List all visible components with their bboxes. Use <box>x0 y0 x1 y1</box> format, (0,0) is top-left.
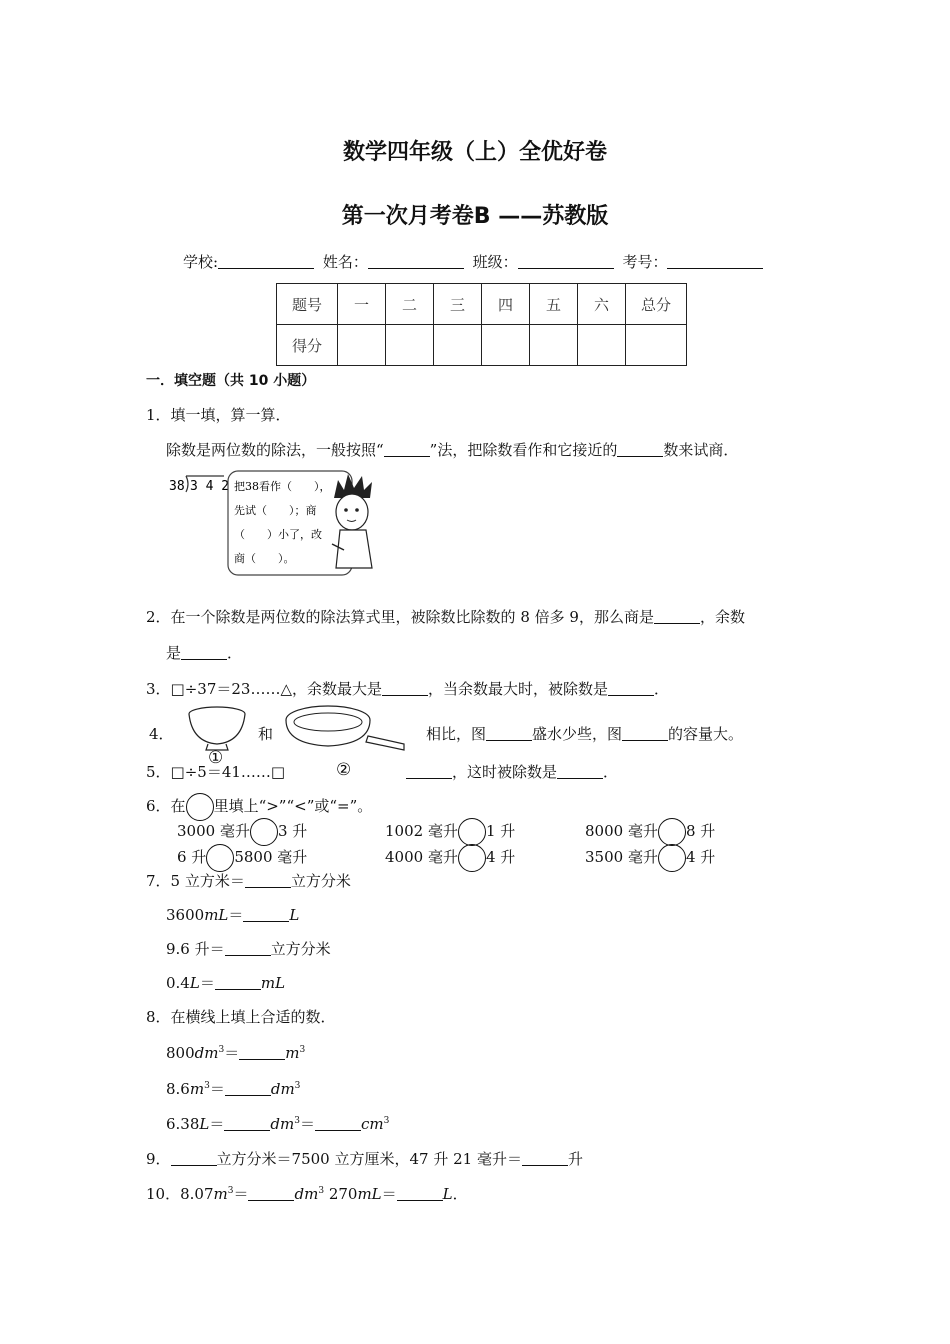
school-blank <box>218 254 314 269</box>
question-number: 7． <box>146 872 171 890</box>
score-row-label: 得分 <box>277 325 338 366</box>
question-text: 0.4 <box>166 974 190 992</box>
comparison-circle[interactable] <box>250 818 278 846</box>
question-text: ，这时被除数是 <box>452 763 558 781</box>
question-8-line-3 <box>166 1113 389 1134</box>
answer-blank[interactable] <box>522 1151 568 1166</box>
compare-right: 1 升 <box>485 822 516 840</box>
question-text: ＝ <box>299 1115 315 1133</box>
question-8-line-2 <box>166 1078 300 1099</box>
unit: L <box>199 1115 210 1133</box>
score-table <box>276 283 687 366</box>
unit: mL <box>357 1185 382 1203</box>
question-text: ＝ <box>209 1115 225 1133</box>
question-text: ． <box>452 1185 468 1203</box>
question-text: □÷5＝41……□ <box>170 763 286 781</box>
compare-right: 5800 毫升 <box>234 848 308 866</box>
pan-figure <box>284 700 409 762</box>
compare-item <box>585 846 715 867</box>
page-title: 数学四年级（上）全优好卷 <box>342 140 607 165</box>
unit: cm <box>360 1115 384 1133</box>
question-text: 相比，图 <box>426 725 487 743</box>
compare-left: 3000 毫升 <box>177 822 250 840</box>
score-header-cell: 总分 <box>626 284 687 325</box>
question-text: ＝ <box>233 1185 249 1203</box>
question-4-number: 4． <box>149 725 174 743</box>
unit: m <box>189 1080 205 1098</box>
answer-blank[interactable] <box>181 645 227 660</box>
answer-blank[interactable] <box>245 873 291 888</box>
question-text: 8.6 <box>166 1080 190 1098</box>
answer-blank[interactable] <box>215 975 261 990</box>
score-header-cell: 四 <box>482 284 530 325</box>
unit: mL <box>204 906 229 924</box>
unit: dm <box>294 1185 319 1203</box>
question-10 <box>146 1183 468 1204</box>
score-cell <box>338 325 386 366</box>
bubble-line: （ ）小了，改 <box>234 528 322 541</box>
score-cell <box>626 325 687 366</box>
exponent: 3 <box>227 1186 234 1196</box>
student-info-row <box>183 251 767 272</box>
question-number: 10． <box>146 1185 181 1203</box>
answer-blank[interactable] <box>225 941 271 956</box>
answer-blank[interactable] <box>225 1081 271 1096</box>
class-blank <box>518 254 614 269</box>
bubble-line: 先试（ ）；商 <box>234 504 317 517</box>
question-9 <box>146 1148 583 1169</box>
exponent: 3 <box>218 1045 225 1055</box>
unit: L <box>289 906 300 924</box>
score-cell <box>434 325 482 366</box>
compare-right: 8 升 <box>685 822 716 840</box>
question-7-line-3 <box>166 938 331 959</box>
question-text: ＝ <box>228 906 244 924</box>
exam-number-label: 考号： <box>622 253 668 271</box>
question-6 <box>146 795 372 816</box>
question-text: 270 <box>324 1185 358 1203</box>
comparison-circle[interactable] <box>658 818 686 846</box>
question-7-line-2 <box>166 904 299 925</box>
question-text: 立方分米 <box>270 940 331 958</box>
score-cell <box>482 325 530 366</box>
figure-divisor: 38 <box>169 479 185 494</box>
division-illustration-svg <box>166 468 386 580</box>
page-subtitle: 第一次月考卷B ——苏教版 <box>341 204 609 229</box>
question-5-start <box>146 761 285 782</box>
comparison-circle[interactable] <box>458 818 486 846</box>
question-text: 3600 <box>166 906 205 924</box>
score-header-cell: 题号 <box>277 284 338 325</box>
name-blank <box>368 254 464 269</box>
boy-cartoon-icon <box>332 474 372 568</box>
exponent: 3 <box>318 1186 325 1196</box>
question-text: 填一填，算一算． <box>170 406 291 424</box>
exponent: 3 <box>294 1081 301 1091</box>
compare-item <box>385 846 515 867</box>
score-header-cell: 三 <box>434 284 482 325</box>
answer-blank[interactable] <box>397 1186 443 1201</box>
comparison-circle[interactable] <box>658 844 686 872</box>
question-text: 在 <box>170 797 186 815</box>
question-text: 9.6 升＝ <box>166 940 225 958</box>
question-text: ． <box>227 644 243 662</box>
question-text: ＝ <box>199 974 215 992</box>
unit: m <box>285 1044 300 1062</box>
question-8-line-1 <box>166 1042 305 1063</box>
compare-right: 4 升 <box>485 848 516 866</box>
question-number: 3． <box>146 680 171 698</box>
question-2 <box>146 606 745 627</box>
unit: L <box>442 1185 453 1203</box>
unit: dm <box>270 1115 295 1133</box>
question-text: 的容量大。 <box>668 725 744 743</box>
answer-blank[interactable] <box>384 442 430 457</box>
question-text: ． <box>603 763 619 781</box>
question-text: 数来试商． <box>663 441 739 459</box>
question-text: 在一个除数是两位数的除法算式里，被除数比除数的 8 倍多 9，那么商是 <box>170 608 654 626</box>
question-number: 9． <box>146 1150 171 1168</box>
unit: mL <box>260 974 286 992</box>
answer-blank[interactable] <box>248 1186 294 1201</box>
question-text: 是 <box>166 644 182 662</box>
question-number: 5． <box>146 763 171 781</box>
answer-blank[interactable] <box>239 1045 285 1060</box>
compare-left: 8000 毫升 <box>585 822 658 840</box>
question-text: ＝ <box>381 1185 397 1203</box>
exponent: 3 <box>294 1116 300 1126</box>
figure-label-2: ② <box>336 760 352 780</box>
question-text: ”法，把除数看作和它接近的 <box>429 441 618 459</box>
score-cell <box>578 325 626 366</box>
question-text: 立方分米 <box>290 872 351 890</box>
question-text: 除数是两位数的除法，一般按照“ <box>166 441 384 459</box>
question-7-line-4 <box>166 972 285 993</box>
answer-blank[interactable] <box>224 1116 270 1131</box>
question-8-intro <box>146 1006 336 1027</box>
school-label: 学校: <box>183 253 219 271</box>
bubble-line: 把38看作（ ）， <box>234 480 331 493</box>
exponent: 3 <box>299 1045 306 1055</box>
name-label: 姓名： <box>322 253 368 271</box>
score-table-header-row <box>277 284 687 325</box>
question-text: 8.07 <box>180 1185 214 1203</box>
figure-dividend: 3 4 2 <box>190 479 230 494</box>
question-7-line-1 <box>146 870 351 891</box>
question-3 <box>146 678 669 699</box>
answer-blank[interactable] <box>171 1151 217 1166</box>
question-text: 5 立方米＝ <box>170 872 245 890</box>
compare-left: 3500 毫升 <box>585 848 658 866</box>
figure-label-1: ① <box>208 748 224 768</box>
comparison-circle[interactable] <box>206 844 234 872</box>
question-text: ＝ <box>209 1080 225 1098</box>
exam-number-blank <box>667 254 763 269</box>
question-4-and: 和 <box>258 725 274 743</box>
question-text: 盛水少些，图 <box>532 725 623 743</box>
score-header-cell: 二 <box>386 284 434 325</box>
unit: dm <box>194 1044 219 1062</box>
answer-blank[interactable] <box>654 609 700 624</box>
score-header-cell: 一 <box>338 284 386 325</box>
question-text: 6.38 <box>166 1115 200 1133</box>
question-text: 立方分米＝7500 立方厘米，47 升 21 毫升＝ <box>216 1150 522 1168</box>
answer-blank[interactable] <box>617 442 663 457</box>
answer-blank[interactable] <box>557 764 603 779</box>
class-label: 班级： <box>472 253 518 271</box>
score-header-cell: 六 <box>578 284 626 325</box>
pan-icon <box>284 700 409 762</box>
bubble-line: 商（ ）。 <box>234 552 295 565</box>
score-cell <box>386 325 434 366</box>
answer-blank[interactable] <box>382 681 428 696</box>
compare-item <box>385 820 515 841</box>
question-number: 8． <box>146 1008 171 1026</box>
answer-blank[interactable] <box>315 1116 361 1131</box>
question-1-intro <box>146 404 291 425</box>
compare-right: 4 升 <box>685 848 716 866</box>
division-bracket <box>186 476 188 492</box>
question-text: 800 <box>166 1044 195 1062</box>
question-5-rest <box>406 761 618 782</box>
unit: dm <box>270 1080 295 1098</box>
answer-blank[interactable] <box>622 726 668 741</box>
score-header-cell: 五 <box>530 284 578 325</box>
compare-left: 4000 毫升 <box>385 848 458 866</box>
answer-blank[interactable] <box>608 681 654 696</box>
exponent: 3 <box>204 1081 210 1091</box>
answer-blank[interactable] <box>486 726 532 741</box>
exponent: 3 <box>383 1116 390 1126</box>
question-text: ＝ <box>224 1044 240 1062</box>
compare-right: 3 升 <box>277 822 308 840</box>
score-table-score-row <box>277 325 687 366</box>
comparison-circle[interactable] <box>458 844 486 872</box>
answer-blank[interactable] <box>243 907 289 922</box>
compare-left: 6 升 <box>177 848 207 866</box>
answer-blank[interactable] <box>406 764 452 779</box>
question-number: 1． <box>146 406 171 424</box>
question-text: □÷37＝23……△，余数最大是 <box>170 680 382 698</box>
score-cell <box>530 325 578 366</box>
question-text: ，余数 <box>699 608 745 626</box>
compare-item <box>177 820 307 841</box>
section-title: 一．填空题（共 10 小题） <box>146 373 316 389</box>
question-text: ，当余数最大时，被除数是 <box>428 680 609 698</box>
division-illustration <box>166 468 386 580</box>
compare-item <box>585 820 715 841</box>
question-number: 6． <box>146 797 171 815</box>
question-text: 升 <box>567 1150 583 1168</box>
comparison-circle <box>186 793 214 821</box>
question-4-text <box>426 723 743 744</box>
question-text: 里填上“>”“<”或“=”。 <box>213 797 373 815</box>
question-text: 在横线上填上合适的数． <box>170 1008 336 1026</box>
question-text: ． <box>654 680 670 698</box>
question-1-text <box>166 439 738 460</box>
question-2-continued <box>166 642 242 663</box>
compare-item <box>177 846 307 867</box>
unit: m <box>213 1185 228 1203</box>
unit: L <box>189 974 200 992</box>
question-number: 2． <box>146 608 171 626</box>
compare-left: 1002 毫升 <box>385 822 458 840</box>
